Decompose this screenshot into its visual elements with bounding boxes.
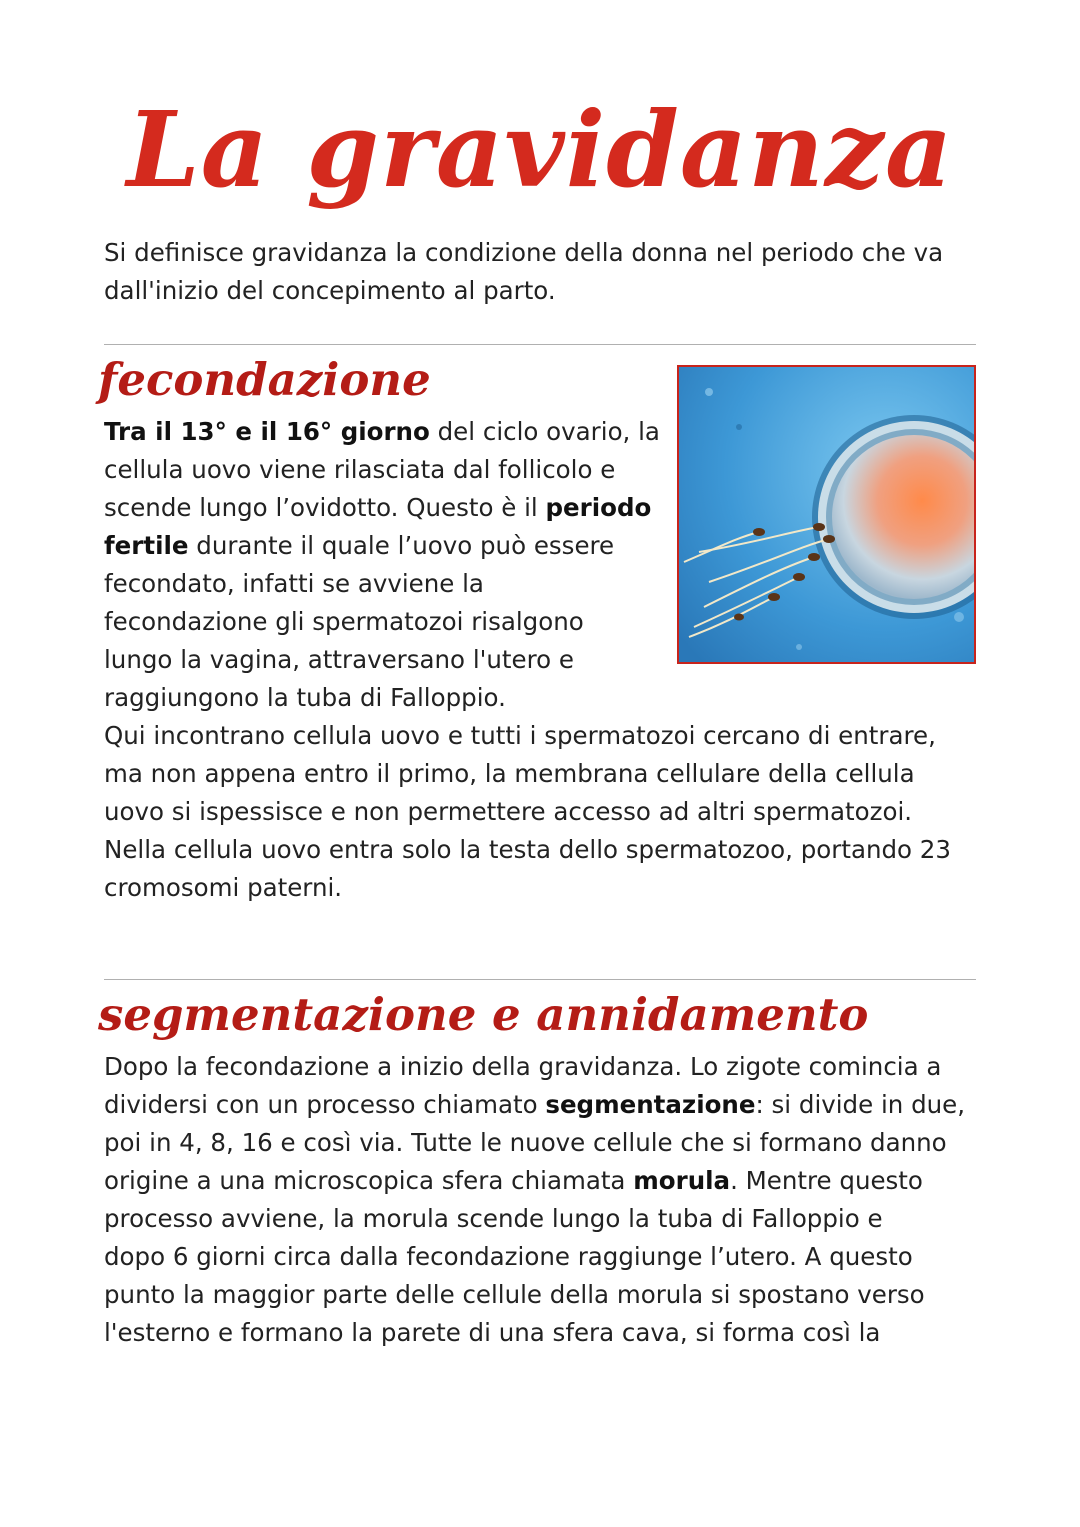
fecondazione-paragraph (104, 413, 984, 907)
page-title: La gravidanza (126, 88, 954, 211)
text-line: dividersi con un processo chiamato segmentazione: si divide in due, (104, 1090, 966, 1119)
text-line: raggiungono la tuba di Falloppio. (104, 683, 506, 712)
intro-line: Si definisce gravidanza la condizione della donna nel periodo che va (104, 238, 944, 267)
text-line: processo avviene, la morula scende lungo la tuba di Falloppio e (104, 1204, 883, 1233)
text-line: dopo 6 giorni circa dalla fecondazione raggiunge l’utero. A questo (104, 1242, 913, 1271)
text-line: poi in 4, 8, 16 e così via. Tutte le nuove cellule che si formano danno (104, 1128, 947, 1157)
section-heading-fecondazione: fecondazione (98, 353, 431, 406)
text-line: punto la maggior parte delle cellule della morula si spostano verso (104, 1280, 925, 1309)
text-line: Tra il 13° e il 16° giorno del ciclo ovario, la (104, 417, 660, 446)
text-line: uovo si ispessisce e non permettere accesso ad altri spermatozoi. (104, 797, 913, 826)
text-line: Qui incontrano cellula uovo e tutti i spermatozoi cercano di entrare, (104, 721, 936, 750)
text-line: fecondato, infatti se avviene la (104, 569, 484, 598)
section-heading-segmentazione: segmentazione e annidamento (98, 988, 869, 1041)
intro-paragraph (104, 234, 984, 310)
section-divider (104, 979, 976, 980)
text-line: scende lungo l’ovidotto. Questo è il periodo (104, 493, 652, 522)
text-line: origine a una microscopica sfera chiamata morula. Mentre questo (104, 1166, 923, 1195)
text-line: Nella cellula uovo entra solo la testa dello spermatozoo, portando 23 (104, 835, 951, 864)
text-line: ma non appena entro il primo, la membrana cellulare della cellula (104, 759, 915, 788)
section-divider (104, 344, 976, 345)
segmentazione-paragraph (104, 1048, 984, 1352)
text-line: cellula uovo viene rilasciata dal follicolo e (104, 455, 616, 484)
text-line: fecondazione gli spermatozoi risalgono (104, 607, 584, 636)
text-line: l'esterno e formano la parete di una sfera cava, si forma così la (104, 1318, 881, 1347)
text-line: cromosomi paterni. (104, 873, 343, 902)
intro-line: dall'inizio del concepimento al parto. (104, 276, 556, 305)
text-line: Dopo la fecondazione a inizio della gravidanza. Lo zigote comincia a (104, 1052, 942, 1081)
text-line: lungo la vagina, attraversano l'utero e (104, 645, 574, 674)
text-line: fertile durante il quale l’uovo può essere (104, 531, 615, 560)
